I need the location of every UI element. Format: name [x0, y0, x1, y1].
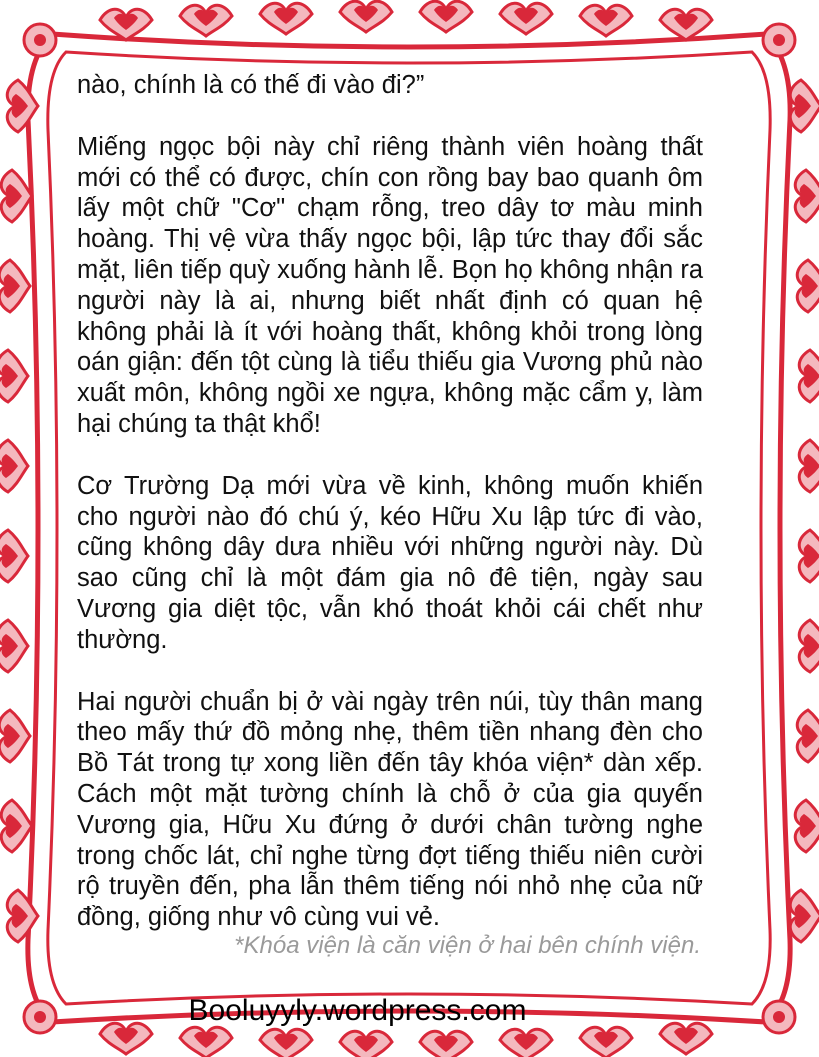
paragraph-4: Hai người chuẩn bị ở vài ngày trên núi, tùy thân mang theo mấy thứ đồ mỏng nhẹ, thêm tiền nhang đèn cho Bồ Tát trong tự xong liền đến tây khóa viện* dàn xếp. Cách một mặt tường chính là chỗ ở của gia quyến Vương gia, Hữu Xu đứng ở dưới chân tường nghe trong chốc lát, chỉ nghe từng đợt tiếng thiếu niên cười rộ truyền đến, pha lẫn thêm tiếng nói nhỏ nhẹ của nữ đồng, giống như vô cùng vui vẻ. — [77, 687, 703, 932]
paragraph-1: nào, chính là có thế đi vào đi?” — [77, 71, 425, 99]
site-watermark — [0, 994, 819, 1028]
story-text — [77, 70, 703, 964]
footnote: *Khóa viện là căn viện ở hai bên chính viện. — [234, 932, 701, 959]
paragraph-2: Miếng ngọc bội này chỉ riêng thành viên hoàng thất mới có thể có được, chín con rồng bay bao quanh ôm lấy một chữ "Cơ" chạm rỗng, treo dây tơ màu minh hoàng. Thị vệ vừa thấy ngọc bội, lập tức thay đổi sắc mặt, liên tiếp quỳ xuống hành lễ. Bọn họ không nhận ra người này là ai, nhưng biết nhất định có quan hệ không phải là ít với hoàng thất, không khỏi trong lòng oán giận: đến tột cùng là tiểu thiếu gia Vương phủ nào xuất môn, không ngồi xe ngựa, không mặc cẩm y, làm hại chúng ta thật khổ! — [77, 132, 703, 438]
paragraph-3: Cơ Trường Dạ mới vừa về kinh, không muốn khiến cho người nào đó chú ý, kéo Hữu Xu lập tức đi vào, cũng không dây dưa nhiều với những người này. Dù sao cũng chỉ là một đám gia nô đê tiện, ngày sau Vương gia diệt tộc, vẫn khó thoát khỏi cái chết như thường. — [77, 471, 703, 654]
site-url: Booluyyly.wordpress.com — [188, 994, 527, 1027]
